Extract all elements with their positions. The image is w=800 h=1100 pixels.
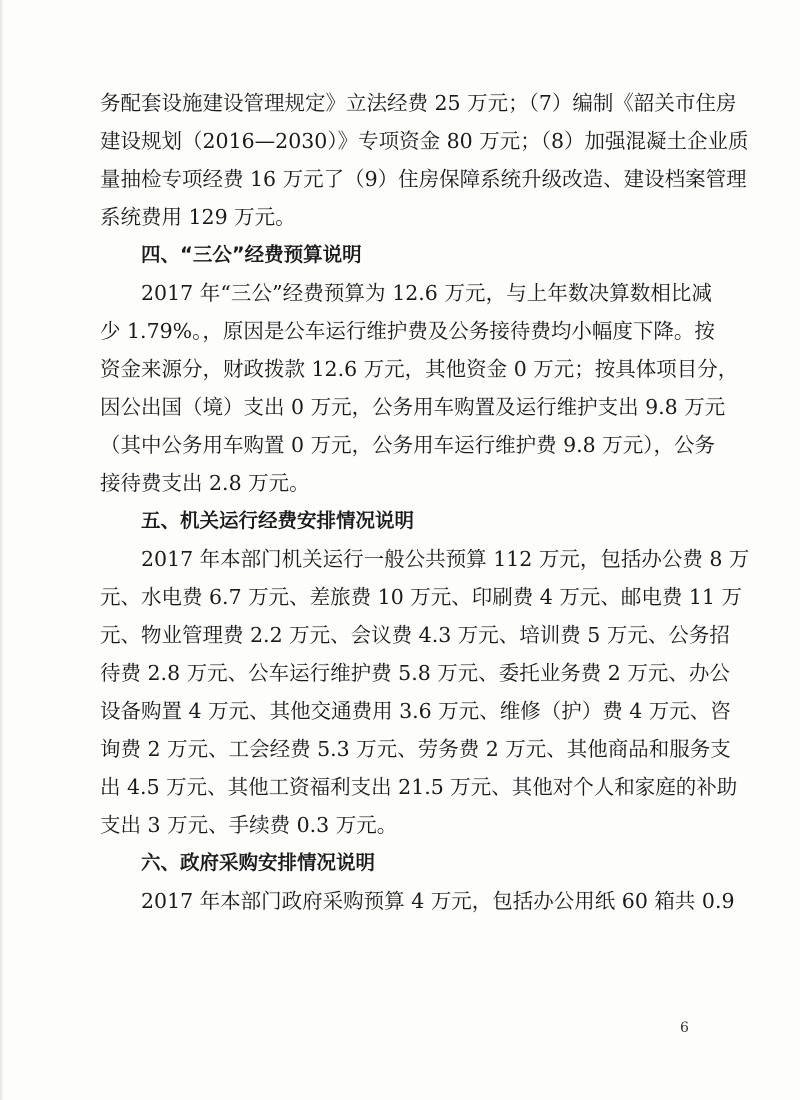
paragraph-line: 少 1.79%。，原因是公车运行维护费及公务接待费均小幅度下降。按 — [100, 319, 715, 343]
paragraph-line: （其中公务用车购置 0 万元，公务用车运行维护费 9.8 万元），公务 — [100, 433, 715, 457]
paragraph-last-line: 支出 3 万元、手续费 0.3 万元。 — [100, 813, 398, 837]
paragraph-line: 因公出国（境）支出 0 万元，公务用车购置及运行维护支出 9.8 万元 — [100, 395, 726, 419]
paragraph-last-line: 系统费用 129 万元。 — [100, 205, 296, 229]
paragraph-line: 量抽检专项经费 16 万元了（9）住房保障系统升级改造、建设档案管理 — [100, 167, 747, 191]
paragraph-first-line: 2017 年本部门政府采购预算 4 万元，包括办公用纸 60 箱共 0.9 — [141, 889, 735, 913]
paragraph-first-line: 2017 年本部门机关运行一般公共预算 112 万元，包括办公费 8 万 — [141, 547, 750, 571]
paragraph-first-line: 2017 年“三公”经费预算为 12.6 万元，与上年数决算数相比减 — [141, 281, 712, 305]
paragraph-last-line: 接待费支出 2.8 万元。 — [100, 471, 310, 495]
paragraph-line: 元、物业管理费 2.2 万元、会议费 4.3 万元、培训费 5 万元、公务招 — [100, 623, 730, 647]
page-number: 6 — [680, 1020, 689, 1036]
paragraph-line: 元、水电费 6.7 万元、差旅费 10 万元、印刷费 4 万元、邮电费 11 万 — [100, 585, 742, 609]
paragraph-line: 建设规划（2016—2030）》专项资金 80 万元；（8）加强混凝土企业质 — [100, 129, 749, 153]
paragraph-line: 询费 2 万元、工会经费 5.3 万元、劳务费 2 万元、其他商品和服务支 — [100, 737, 731, 761]
section-heading: 五、机关运行经费安排情况说明 — [141, 509, 415, 532]
paragraph-line: 待费 2.8 万元、公车运行维护费 5.8 万元、委托业务费 2 万元、办公 — [100, 661, 730, 685]
paragraph-line: 务配套设施建设管理规定》立法经费 25 万元；（7）编制《韶关市住房 — [100, 91, 737, 115]
section-heading: 四、“三公”经费预算说明 — [141, 243, 362, 266]
paragraph-line: 资金来源分，财政拨款 12.6 万元，其他资金 0 万元；按具体项目分， — [100, 357, 739, 381]
scan-edge-left — [0, 0, 4, 1100]
section-heading: 六、政府采购安排情况说明 — [141, 851, 376, 874]
paragraph-line: 出 4.5 万元、其他工资福利支出 21.5 万元、其他对个人和家庭的补助 — [100, 775, 738, 799]
paragraph-line: 设备购置 4 万元、其他交通费用 3.6 万元、维修（护）费 4 万元、咨 — [100, 699, 731, 723]
document-body — [100, 84, 750, 920]
